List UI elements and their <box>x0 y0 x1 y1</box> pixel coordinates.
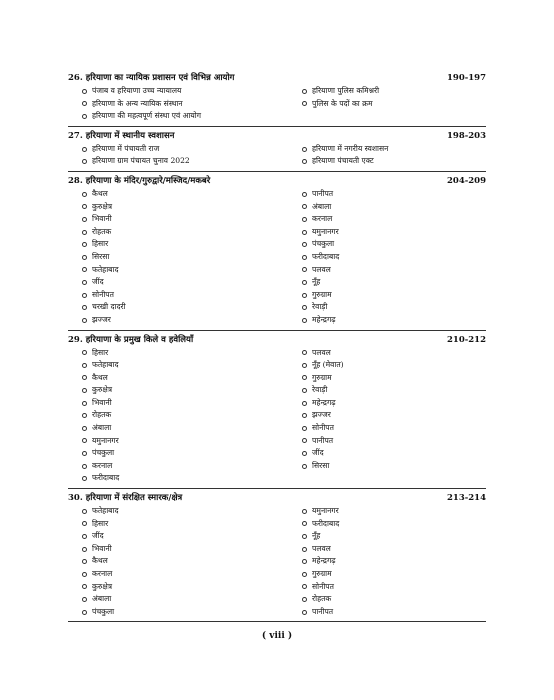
list-item <box>302 98 500 111</box>
list-item-label: नूँह <box>312 277 321 287</box>
page-range: 204-209 <box>446 175 486 186</box>
list-item-label: भिवानी <box>92 543 112 553</box>
bullet-icon <box>82 438 87 443</box>
list-item-label: हरियाणा की महत्वपूर्ण संस्था एवं आयोग <box>92 111 201 121</box>
bullet-icon <box>302 305 307 310</box>
bullet-icon <box>82 114 87 119</box>
bullet-icon <box>302 192 307 197</box>
list-item <box>82 201 302 214</box>
list-item <box>302 238 500 251</box>
list-item-label: रेवाड़ी <box>312 385 328 395</box>
page-range: 213-214 <box>446 493 486 504</box>
list-item <box>302 530 500 543</box>
list-item <box>82 435 302 448</box>
list-item <box>82 518 302 531</box>
bullet-icon <box>302 217 307 222</box>
section-title: 27. हरियाणा में स्थानीय स्वशासन <box>68 130 175 141</box>
bullet-icon <box>302 521 307 526</box>
list-item <box>82 143 302 156</box>
section-title: 26. हरियाणा का न्यायिक प्रशासन एवं विभिन्न आयोग <box>68 73 235 83</box>
list-item <box>302 568 500 581</box>
list-item <box>302 143 500 156</box>
bullet-icon <box>302 255 307 260</box>
list-item-label: फरीदाबाद <box>92 473 120 483</box>
list-item-label: हिसार <box>92 239 109 249</box>
section-title: 29. हरियाणा के प्रमुख किले व हवेलियाँ <box>68 334 194 345</box>
list-item-label: पुलिस के पदों का क्रम <box>312 98 373 108</box>
section-heading <box>68 492 486 504</box>
list-item <box>302 555 500 568</box>
list-item-label: यमुनानगर <box>92 435 119 445</box>
list-item <box>82 289 302 302</box>
section-items <box>68 85 486 123</box>
list-item-label: पानीपत <box>312 606 334 616</box>
section-divider <box>68 171 486 172</box>
list-item-label: सोनीपत <box>92 289 114 299</box>
bullet-icon <box>82 280 87 285</box>
list-item <box>82 213 302 226</box>
list-item-label: हिसार <box>92 518 109 528</box>
bullet-icon <box>82 476 87 481</box>
bullet-icon <box>82 388 87 393</box>
list-item-label: सिरसा <box>92 251 110 261</box>
list-item <box>82 276 302 289</box>
list-item <box>302 213 500 226</box>
list-item-label: हरियाणा पुलिस कमिश्नरी <box>312 86 380 95</box>
bullet-icon <box>302 438 307 443</box>
bullet-icon <box>82 451 87 456</box>
bullet-icon <box>302 401 307 406</box>
list-item <box>82 397 302 410</box>
bullet-icon <box>82 318 87 323</box>
list-item <box>82 85 302 98</box>
list-item-label: नूँह (मेवात) <box>312 360 344 370</box>
bullet-icon <box>82 363 87 368</box>
list-item <box>302 155 500 168</box>
toc-section <box>68 175 486 331</box>
list-item <box>302 409 500 422</box>
bullet-icon <box>302 572 307 577</box>
list-item <box>82 347 302 360</box>
list-item <box>302 347 500 360</box>
list-item <box>302 384 500 397</box>
bullet-icon <box>82 534 87 539</box>
list-item-label: झज्जर <box>92 314 111 324</box>
list-item <box>82 555 302 568</box>
list-item <box>302 397 500 410</box>
list-item <box>82 226 302 239</box>
list-item-label: पंचकुला <box>92 448 115 458</box>
list-item-label: फतेहाबाद <box>92 360 119 370</box>
contents-page <box>68 72 486 625</box>
list-item-label: कुरुक्षेत्र <box>92 201 113 211</box>
list-item-label: अंबाला <box>92 423 112 433</box>
bullet-icon <box>302 318 307 323</box>
list-item-label: नूँह <box>312 531 321 541</box>
bullet-icon <box>82 509 87 514</box>
list-item <box>82 264 302 277</box>
list-item-label: गुरुग्राम <box>312 289 332 299</box>
list-item-label: भिवानी <box>92 397 112 407</box>
list-item-label: हरियाणा ग्राम पंचायत चुनाव 2022 <box>92 156 190 166</box>
list-item-label: कैथल <box>92 188 108 198</box>
list-item-label: यमुनानगर <box>312 506 339 516</box>
list-item-label: पलवल <box>312 543 331 553</box>
list-item-label: जींद <box>92 531 104 541</box>
list-item-label: हरियाणा में नगरीय स्वशासन <box>312 143 389 153</box>
bullet-icon <box>302 204 307 209</box>
bullet-icon <box>82 426 87 431</box>
toc-section <box>68 492 486 622</box>
section-items <box>68 188 486 327</box>
list-item <box>82 568 302 581</box>
list-item-label: कैथल <box>92 556 108 566</box>
list-item-label: सोनीपत <box>312 581 334 591</box>
bullet-icon <box>82 89 87 94</box>
list-item-label: भिवानी <box>92 214 112 224</box>
bullet-icon <box>82 305 87 310</box>
bullet-icon <box>82 401 87 406</box>
list-item-label: रोहतक <box>92 226 112 236</box>
list-item <box>82 372 302 385</box>
bullet-icon <box>302 597 307 602</box>
list-item-label: हरियाणा पंचायती एक्ट <box>312 156 374 166</box>
list-item-label: पंचकुला <box>312 239 335 249</box>
list-item-label: पानीपत <box>312 188 334 198</box>
list-item <box>302 264 500 277</box>
list-item <box>302 276 500 289</box>
list-item <box>82 606 302 619</box>
section-items <box>68 505 486 618</box>
bullet-icon <box>302 159 307 164</box>
list-item-label: हरियाणा में पंचायती राज <box>92 143 160 153</box>
list-item-label: महेन्द्रगढ़ <box>312 314 336 324</box>
bullet-icon <box>82 192 87 197</box>
list-item <box>82 447 302 460</box>
list-item <box>302 606 500 619</box>
list-item <box>302 581 500 594</box>
list-item-label: रोहतक <box>92 410 112 420</box>
bullet-icon <box>302 451 307 456</box>
list-item-label: पंजाब व हरियाणा उच्च न्यायालय <box>92 86 182 95</box>
section-items <box>68 347 486 486</box>
list-item-label: सिरसा <box>312 460 330 470</box>
bullet-icon <box>82 101 87 106</box>
list-item <box>302 435 500 448</box>
list-item <box>82 110 302 123</box>
list-item <box>302 422 500 435</box>
bullet-icon <box>302 547 307 552</box>
section-heading <box>68 334 486 346</box>
list-item <box>302 372 500 385</box>
list-item <box>302 314 500 327</box>
bullet-icon <box>82 350 87 355</box>
list-item-label: सोनीपत <box>312 423 334 433</box>
toc-section <box>68 334 486 490</box>
section-heading <box>68 130 486 142</box>
list-item-label: अंबाला <box>312 201 332 211</box>
bullet-icon <box>302 610 307 615</box>
list-item <box>302 593 500 606</box>
list-item <box>82 505 302 518</box>
bullet-icon <box>82 293 87 298</box>
bullet-icon <box>82 147 87 152</box>
bullet-icon <box>82 375 87 380</box>
bullet-icon <box>302 242 307 247</box>
list-item <box>82 543 302 556</box>
bullet-icon <box>302 388 307 393</box>
list-item <box>302 543 500 556</box>
list-item-label: रोहतक <box>312 594 332 604</box>
list-item-label: कुरुक्षेत्र <box>92 581 113 591</box>
bullet-icon <box>302 375 307 380</box>
page-range: 190-197 <box>446 73 486 83</box>
list-item-label: गुरुग्राम <box>312 569 332 578</box>
list-item <box>82 301 302 314</box>
toc-section <box>68 72 486 127</box>
bullet-icon <box>82 597 87 602</box>
list-item-label: पानीपत <box>312 435 334 445</box>
list-item <box>302 251 500 264</box>
bullet-icon <box>302 230 307 235</box>
list-item <box>82 359 302 372</box>
list-item-label: फतेहाबाद <box>92 264 119 274</box>
section-divider <box>68 330 486 331</box>
list-item-label: करनाल <box>92 569 113 578</box>
bullet-icon <box>302 413 307 418</box>
bullet-icon <box>82 230 87 235</box>
list-item-label: महेन्द्रगढ़ <box>312 397 336 407</box>
bullet-icon <box>302 509 307 514</box>
bullet-icon <box>82 559 87 564</box>
list-item <box>82 188 302 201</box>
bullet-icon <box>82 217 87 222</box>
bullet-icon <box>82 547 87 552</box>
list-item <box>82 460 302 473</box>
list-item <box>302 301 500 314</box>
list-item <box>82 251 302 264</box>
section-divider <box>68 488 486 489</box>
bullet-icon <box>302 89 307 94</box>
bullet-icon <box>82 242 87 247</box>
list-item <box>82 238 302 251</box>
section-divider <box>68 621 486 622</box>
list-item <box>82 409 302 422</box>
bullet-icon <box>82 267 87 272</box>
list-item <box>82 581 302 594</box>
list-item-label: अंबाला <box>92 594 112 604</box>
list-item-label: फरीदाबाद <box>312 251 340 261</box>
list-item <box>82 422 302 435</box>
list-item-label: झज्जर <box>312 410 331 420</box>
bullet-icon <box>302 293 307 298</box>
bullet-icon <box>302 101 307 106</box>
bullet-icon <box>302 559 307 564</box>
bullet-icon <box>302 426 307 431</box>
list-item-label: हरियाणा के अन्य न्यायिक संस्थान <box>92 98 183 108</box>
list-item <box>82 384 302 397</box>
list-item-label: रेवाड़ी <box>312 302 328 312</box>
list-item <box>82 155 302 168</box>
list-item-label: फतेहाबाद <box>92 506 119 516</box>
page-range: 210-212 <box>446 334 486 345</box>
empty-cell <box>302 110 500 123</box>
bullet-icon <box>82 464 87 469</box>
bullet-icon <box>302 584 307 589</box>
section-heading <box>68 72 486 84</box>
bullet-icon <box>302 363 307 368</box>
list-item <box>82 530 302 543</box>
list-item-label: महेन्द्रगढ़ <box>312 556 336 566</box>
bullet-icon <box>82 159 87 164</box>
list-item-label: पलवल <box>312 264 331 274</box>
list-item-label: पंचकुला <box>92 606 115 616</box>
list-item-label: जींद <box>312 448 324 458</box>
list-item-label: फरीदाबाद <box>312 518 340 528</box>
toc-section <box>68 130 486 172</box>
list-item <box>302 188 500 201</box>
list-item <box>302 460 500 473</box>
bullet-icon <box>82 572 87 577</box>
list-item-label: करनाल <box>312 214 333 224</box>
list-item-label: करनाल <box>92 460 113 470</box>
list-item <box>302 359 500 372</box>
list-item-label: पलवल <box>312 347 331 357</box>
list-item <box>302 226 500 239</box>
section-divider <box>68 126 486 127</box>
bullet-icon <box>82 610 87 615</box>
list-item <box>302 518 500 531</box>
bullet-icon <box>82 584 87 589</box>
list-item <box>302 85 500 98</box>
list-item-label: जींद <box>92 277 104 287</box>
page-number: ( viii ) <box>261 631 293 641</box>
section-title: 30. हरियाणा में संरक्षित स्मारक/क्षेत्र <box>68 493 183 504</box>
list-item <box>82 314 302 327</box>
section-heading <box>68 175 486 187</box>
bullet-icon <box>302 147 307 152</box>
list-item <box>302 201 500 214</box>
list-item-label: यमुनानगर <box>312 226 339 236</box>
page-range: 198-203 <box>446 130 486 141</box>
list-item <box>302 505 500 518</box>
bullet-icon <box>302 267 307 272</box>
bullet-icon <box>82 255 87 260</box>
list-item <box>302 289 500 302</box>
list-item-label: चरखी दादरी <box>92 302 126 312</box>
bullet-icon <box>302 464 307 469</box>
bullet-icon <box>82 521 87 526</box>
list-item <box>82 472 302 485</box>
list-item-label: गुरुग्राम <box>312 372 332 382</box>
bullet-icon <box>302 280 307 285</box>
bullet-icon <box>302 350 307 355</box>
list-item <box>82 593 302 606</box>
list-item-label: हिसार <box>92 347 109 357</box>
bullet-icon <box>302 534 307 539</box>
list-item <box>302 447 500 460</box>
list-item-label: कैथल <box>92 372 108 382</box>
bullet-icon <box>82 204 87 209</box>
list-item-label: कुरुक्षेत्र <box>92 385 113 395</box>
section-title: 28. हरियाणा के मंदिर/गुरुद्वारे/मस्जिद/मकबरे <box>68 175 211 186</box>
bullet-icon <box>82 413 87 418</box>
empty-cell <box>302 472 500 485</box>
section-items <box>68 143 486 168</box>
list-item <box>82 98 302 111</box>
